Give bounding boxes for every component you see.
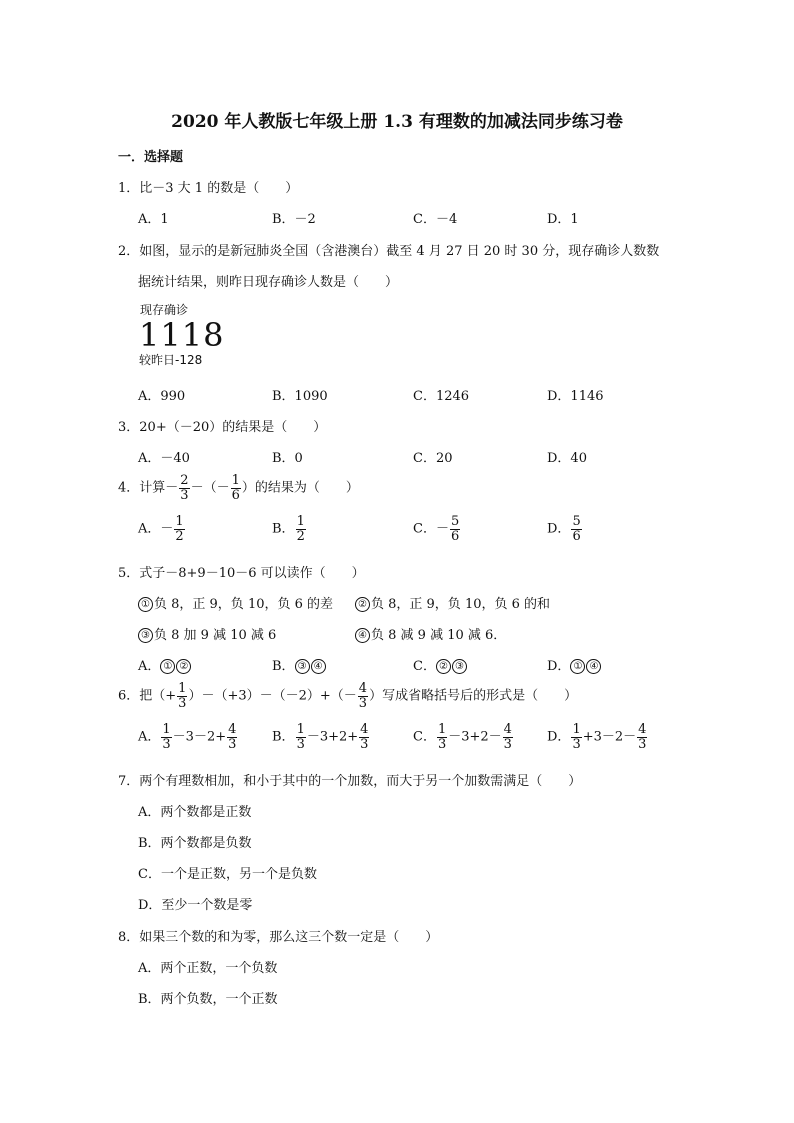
q4-option-c: C．－ $\frac{5}{6}$ — [413, 514, 460, 544]
q3-option-b: B．0 — [272, 451, 303, 466]
q4-text-post: ）的结果为（ ） — [241, 480, 359, 496]
q5-option-d: D． ① ④ — [547, 655, 602, 674]
q3-option-a: A．－40 — [138, 451, 190, 466]
q6-option-b: B． $\frac{1}{3}$ －3+2+ $\frac{4}{3}$ — [272, 722, 369, 752]
q3-option-d: D．40 — [547, 451, 587, 466]
q3-option-c: C．20 — [413, 451, 453, 466]
q5-option-b: B． ③ ④ — [272, 655, 327, 674]
q5-option-a: A． ① ② — [138, 655, 192, 674]
q8-option-b: B．两个负数，一个正数 — [138, 992, 278, 1007]
figure-label: 现存确诊 — [140, 303, 189, 317]
q2-option-d: D．1146 — [547, 389, 604, 404]
q1-option-b: B．－2 — [272, 212, 316, 227]
q4-option-b: B． $\frac{1}{2}$ — [272, 514, 305, 544]
q4-option-d: D． $\frac{5}{6}$ — [547, 514, 581, 544]
q5-reading-2: ② 负 8，正 9，负 10，负 6 的和 — [355, 593, 550, 612]
q1-option-d: D．1 — [547, 212, 579, 227]
question-8: 8．如果三个数的和为零，那么这三个数一定是（ ） — [118, 930, 439, 945]
q7-option-a: A．两个数都是正数 — [138, 805, 252, 820]
q7-option-d: D．至少一个数是零 — [138, 898, 253, 913]
q4-text-mid: －（－ — [190, 480, 230, 496]
fraction: $\frac{1}{6}$ — [231, 473, 240, 503]
question-2-line-2: 据统计结果，则昨日现存确诊人数是（ ） — [138, 275, 399, 290]
q1-option-a: A．1 — [138, 212, 169, 227]
question-5: 5．式子－8+9－10－6 可以读作（ ） — [118, 566, 365, 581]
q8-option-a: A．两个正数，一个负数 — [138, 961, 278, 976]
q5-option-c: C． ② ③ — [413, 655, 468, 674]
question-2-line-1: 2．如图，显示的是新冠肺炎全国（含港澳台）截至 4 月 27 日 20 时 30 分，现存确诊人数数 — [118, 244, 660, 259]
q2-option-a: A．990 — [138, 389, 186, 404]
q4-text-pre: 4．计算－ — [118, 480, 179, 496]
q7-option-b: B．两个数都是负数 — [138, 836, 252, 851]
q2-option-b: B．1090 — [272, 389, 328, 404]
q7-option-c: C．一个是正数，另一个是负数 — [138, 867, 317, 882]
question-1: 1．比－3 大 1 的数是（ ） — [118, 181, 299, 196]
q6-option-a: A． $\frac{1}{3}$ －3－2+ $\frac{4}{3}$ — [138, 722, 237, 752]
q5-reading-3: ③ 负 8 加 9 减 10 减 6 — [138, 624, 276, 643]
q6-option-d: D． $\frac{1}{3}$ +3－2－ $\frac{4}{3}$ — [547, 722, 647, 752]
q5-reading-4: ④ 负 8 减 9 减 10 减 6． — [355, 624, 506, 643]
question-6: 6．把（+ $\frac{1}{3}$ ）－（+3）－（－2）+（－ $\frac{4}{3}$ ）写成省略括号后的形式是（ ） — [118, 681, 578, 711]
question-7: 7．两个有理数相加，和小于其中的一个加数，而大于另一个加数需满足（ ） — [118, 774, 582, 789]
q6-option-c: C． $\frac{1}{3}$ －3+2－ $\frac{4}{3}$ — [413, 722, 512, 752]
q4-option-a: A．－ $\frac{1}{2}$ — [138, 514, 184, 544]
figure-number: 1118 — [139, 316, 225, 354]
question-3: 3．20+（－20）的结果是（ ） — [118, 420, 327, 435]
q5-reading-1: ① 负 8，正 9，负 10，负 6 的差 — [138, 593, 333, 612]
figure-change: 较昨日-128 — [139, 353, 203, 367]
fraction: $\frac{2}{3}$ — [180, 473, 189, 503]
q1-option-c: C．－4 — [413, 212, 458, 227]
section-heading: 一．选择题 — [118, 150, 184, 165]
question-4 — [118, 474, 359, 502]
page-title: 2020 年人教版七年级上册 1.3 有理数的加减法同步练习卷 — [171, 112, 623, 132]
q2-option-c: C．1246 — [413, 389, 470, 404]
